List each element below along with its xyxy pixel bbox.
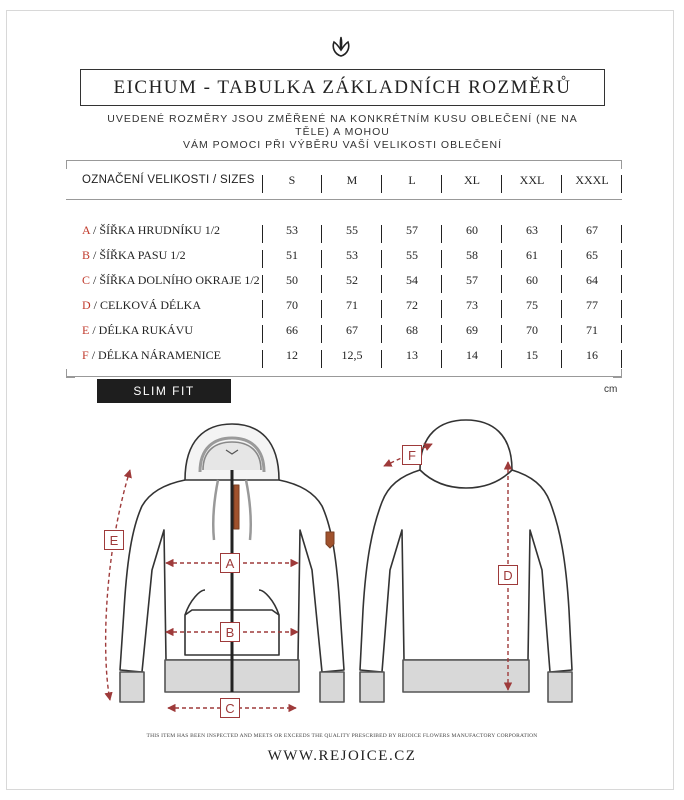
table-row: [66, 343, 622, 367]
table-top-line: [66, 160, 622, 161]
row-label: [66, 223, 262, 238]
table-cell: 16: [562, 348, 622, 363]
table-cell: 71: [322, 298, 382, 313]
row-label-text: / ŠÍŘKA HRUDNÍKU 1/2: [90, 222, 221, 237]
row-letter: C: [82, 272, 91, 287]
row-label: [66, 248, 262, 263]
table-cell: 53: [262, 223, 322, 238]
size-col-header: XXXL: [562, 173, 622, 188]
row-label-text: / ŠÍŘKA DOLNÍHO OKRAJE 1/2: [90, 272, 260, 287]
table-cell: 77: [562, 298, 622, 313]
table-cell: 55: [382, 248, 442, 263]
table-cell: 54: [382, 273, 442, 288]
table-cell: 15: [502, 348, 562, 363]
table-cell: 60: [442, 223, 502, 238]
table-cell: 65: [562, 248, 622, 263]
row-label-text: / ŠÍŘKA PASU 1/2: [90, 247, 186, 262]
table-cell: 70: [262, 298, 322, 313]
table-row: [66, 268, 622, 292]
table-cell: 57: [442, 273, 502, 288]
table-cell: 58: [442, 248, 502, 263]
row-letter: B: [82, 247, 91, 262]
table-cell: 68: [382, 323, 442, 338]
table-cell: 72: [382, 298, 442, 313]
size-col-header: S: [262, 173, 322, 188]
fit-badge: SLIM FIT: [97, 379, 231, 403]
garment-diagram: [0, 410, 684, 730]
page-title: EICHUM - TABULKA ZÁKLADNÍCH ROZMĚRŮ: [80, 69, 605, 106]
table-cell: 64: [562, 273, 622, 288]
table-cell: 55: [322, 223, 382, 238]
subtitle-line-1: UVEDENÉ ROZMĚRY JSOU ZMĚŘENÉ NA KONKRÉTNÍM KUSU OBLEČENÍ (NE NA TĚLE) A MOHOU: [107, 113, 578, 138]
table-cell: 75: [502, 298, 562, 313]
table-cell: 67: [322, 323, 382, 338]
table-row: [66, 293, 622, 317]
table-cell: 69: [442, 323, 502, 338]
subtitle-line-2: VÁM POMOCI PŘI VÝBĚRU VAŠÍ VELIKOSTI OBLEČENÍ: [182, 139, 503, 151]
measure-label-a: A: [220, 553, 240, 573]
table-cell: 63: [502, 223, 562, 238]
row-label-text: / CELKOVÁ DÉLKA: [90, 297, 201, 312]
table-bottom-line: [66, 376, 622, 377]
table-cell: 57: [382, 223, 442, 238]
table-row: [66, 318, 622, 342]
flower-logo-icon: [328, 34, 354, 60]
row-letter: A: [82, 222, 91, 237]
table-cell: 61: [502, 248, 562, 263]
table-cell: 52: [322, 273, 382, 288]
table-cell: 66: [262, 323, 322, 338]
table-cell: 51: [262, 248, 322, 263]
row-label: [66, 273, 262, 288]
table-cell: 12: [262, 348, 322, 363]
row-letter: D: [82, 297, 91, 312]
table-row: [66, 243, 622, 267]
row-label-text: / DÉLKA RUKÁVU: [89, 322, 194, 337]
table-cell: 14: [442, 348, 502, 363]
measure-label-e: E: [104, 530, 124, 550]
size-header: OZNAČENÍ VELIKOSTI / SIZES: [82, 174, 255, 186]
size-col-header: XXL: [502, 173, 562, 188]
table-cell: 50: [262, 273, 322, 288]
size-table: [66, 160, 622, 380]
row-label-text: / DÉLKA NÁRAMENICE: [88, 347, 222, 362]
table-corner: [66, 369, 75, 378]
table-cell: 53: [322, 248, 382, 263]
table-cell: 13: [382, 348, 442, 363]
page-subtitle: [90, 113, 595, 152]
measure-label-f: F: [402, 445, 422, 465]
row-letter: E: [82, 322, 90, 337]
measure-label-b: B: [220, 622, 240, 642]
table-row: [66, 218, 622, 242]
unit-label: cm: [604, 384, 618, 395]
table-header-row: [66, 168, 622, 192]
size-col-header: M: [322, 173, 382, 188]
quality-statement: THIS ITEM HAS BEEN INSPECTED AND MEETS OR EXCEEDS THE QUALITY PRESCRIBED BY REJOICE FLOWERS MANUFACTORY CORPORATION: [146, 733, 538, 739]
table-cell: 71: [562, 323, 622, 338]
table-cell: 12,5: [322, 348, 382, 363]
table-cell: 73: [442, 298, 502, 313]
table-cell: 67: [562, 223, 622, 238]
row-label: [66, 323, 262, 338]
measure-label-d: D: [498, 565, 518, 585]
table-cell: 70: [502, 323, 562, 338]
row-letter: F: [82, 347, 89, 362]
table-header-divider: [66, 199, 622, 200]
size-col-header: L: [382, 173, 442, 188]
size-col-header: XL: [442, 173, 502, 188]
table-cell: 60: [502, 273, 562, 288]
row-label: [66, 298, 262, 313]
table-corner: [613, 369, 622, 378]
row-label: [66, 348, 262, 363]
website-link[interactable]: WWW.REJOICE.CZ: [267, 748, 417, 764]
measure-label-c: C: [220, 698, 240, 718]
